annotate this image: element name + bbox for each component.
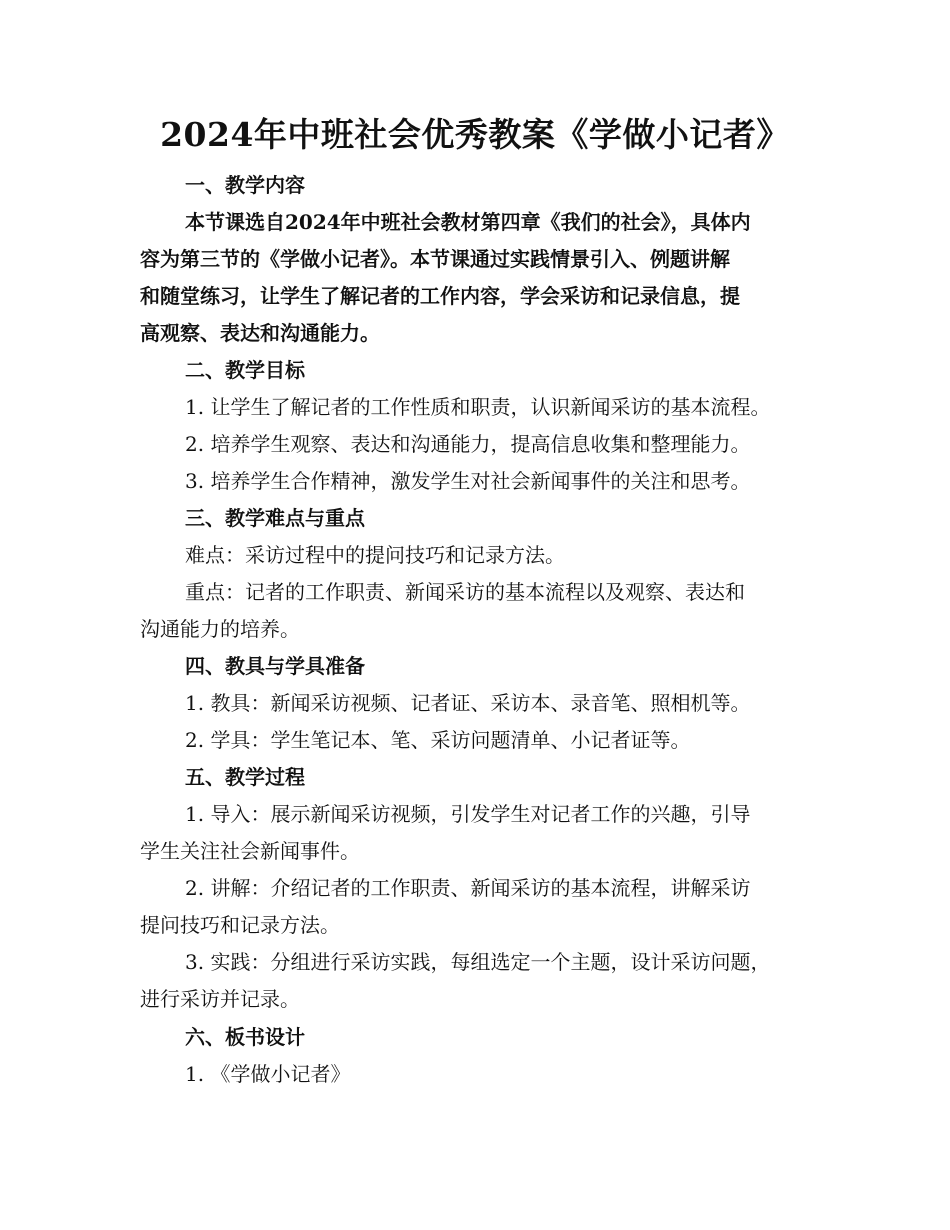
section-heading-goals: 二、教学目标 bbox=[185, 358, 305, 382]
content-paragraph-line: 容为第三节的《学做小记者》。本节课通过实践情景引入、例题讲解 bbox=[140, 247, 730, 271]
section-heading-process: 五、教学过程 bbox=[185, 765, 305, 789]
key-point-line: 重点：记者的工作职责、新闻采访的基本流程以及观察、表达和 bbox=[185, 580, 745, 604]
section-heading-content: 一、教学内容 bbox=[185, 173, 305, 197]
content-paragraph-line: 高观察、表达和沟通能力。 bbox=[140, 321, 380, 345]
section-heading-materials: 四、教具与学具准备 bbox=[185, 654, 365, 678]
content-paragraph-line: 本节课选自2024年中班社会教材第四章《我们的社会》，具体内 bbox=[185, 210, 751, 234]
process-item-line: 3. 实践：分组进行采访实践，每组选定一个主题，设计采访问题， bbox=[185, 950, 771, 974]
document-title: 2024年中班社会优秀教案《学做小记者》 bbox=[160, 115, 790, 154]
materials-item: 2. 学具：学生笔记本、笔、采访问题清单、小记者证等。 bbox=[185, 728, 691, 752]
goal-item: 1. 让学生了解记者的工作性质和职责，认识新闻采访的基本流程。 bbox=[185, 395, 771, 419]
difficulty-text: 难点：采访过程中的提问技巧和记录方法。 bbox=[185, 543, 565, 567]
materials-item: 1. 教具：新闻采访视频、记者证、采访本、录音笔、照相机等。 bbox=[185, 691, 751, 715]
content-paragraph-line: 和随堂练习，让学生了解记者的工作内容，学会采访和记录信息，提 bbox=[140, 284, 740, 308]
section-heading-difficulty: 三、教学难点与重点 bbox=[185, 506, 365, 530]
process-item-line: 2. 讲解：介绍记者的工作职责、新闻采访的基本流程，讲解采访 bbox=[185, 876, 751, 900]
process-item-line: 进行采访并记录。 bbox=[140, 987, 300, 1011]
goal-item: 3. 培养学生合作精神，激发学生对社会新闻事件的关注和思考。 bbox=[185, 469, 751, 493]
process-item-line: 1. 导入：展示新闻采访视频，引发学生对记者工作的兴趣，引导 bbox=[185, 802, 751, 826]
board-item: 1. 《学做小记者》 bbox=[185, 1062, 351, 1086]
section-heading-board: 六、板书设计 bbox=[185, 1025, 305, 1049]
key-point-line: 沟通能力的培养。 bbox=[140, 617, 300, 641]
goal-item: 2. 培养学生观察、表达和沟通能力，提高信息收集和整理能力。 bbox=[185, 432, 751, 456]
process-item-line: 学生关注社会新闻事件。 bbox=[140, 839, 360, 863]
process-item-line: 提问技巧和记录方法。 bbox=[140, 913, 340, 937]
